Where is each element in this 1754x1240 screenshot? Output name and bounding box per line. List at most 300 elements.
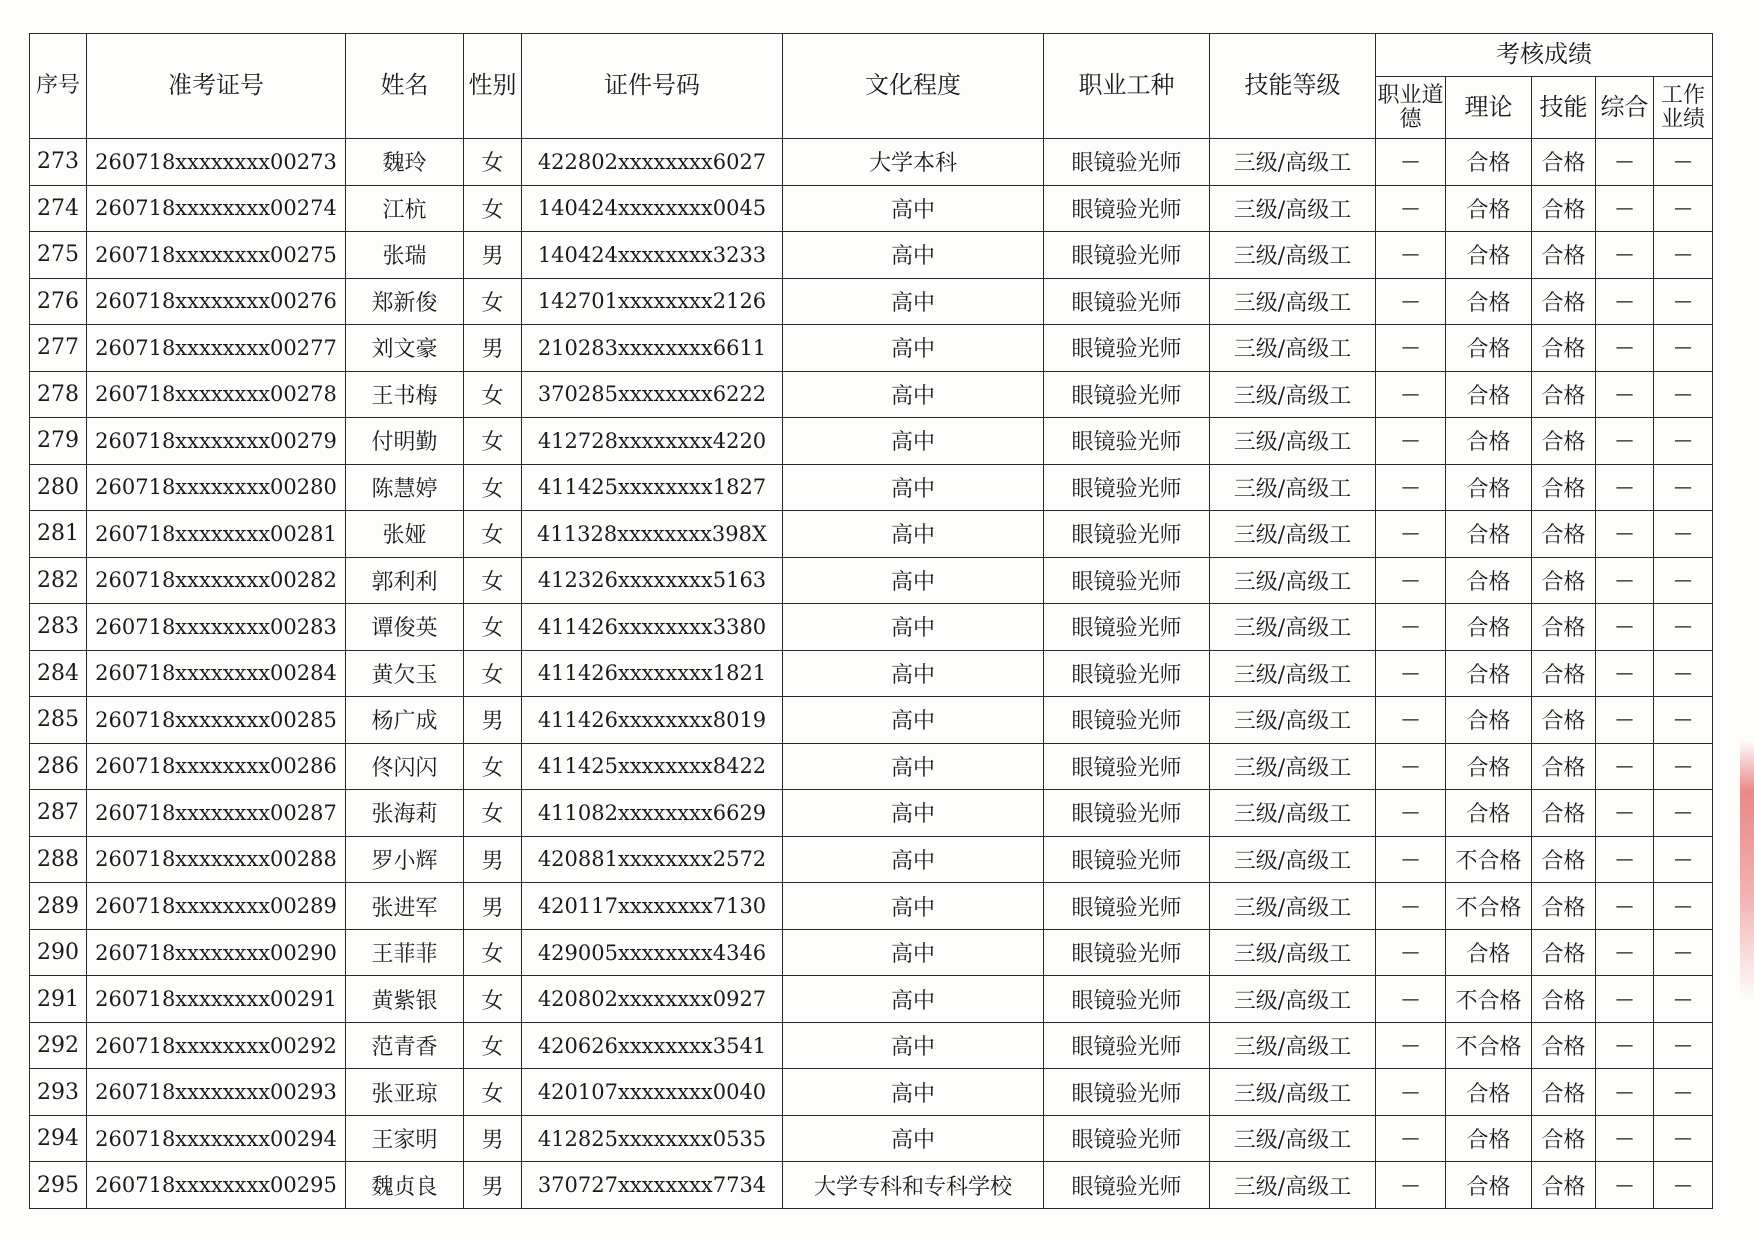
gender-cell: 男 <box>464 1115 522 1162</box>
gender-cell: 女 <box>464 790 522 837</box>
theory-cell: 合格 <box>1446 1162 1532 1209</box>
table-row <box>30 139 1713 186</box>
ethics-cell: — <box>1376 650 1446 697</box>
name-cell: 郑新俊 <box>346 278 464 325</box>
theory-cell: 合格 <box>1446 371 1532 418</box>
skill-cell: 合格 <box>1532 836 1596 883</box>
occupation-cell: 眼镜验光师 <box>1044 976 1210 1023</box>
gender-cell: 男 <box>464 836 522 883</box>
skill-level-cell: 三级/高级工 <box>1210 1022 1376 1069</box>
education-cell: 高中 <box>783 232 1044 279</box>
table-row <box>30 1115 1713 1162</box>
work-performance-cell: — <box>1654 464 1713 511</box>
work-performance-cell: — <box>1654 1022 1713 1069</box>
seq-cell: 288 <box>30 836 87 883</box>
skill-level-cell: 三级/高级工 <box>1210 1115 1376 1162</box>
skill-level-cell: 三级/高级工 <box>1210 557 1376 604</box>
seq-cell: 280 <box>30 464 87 511</box>
occupation-cell: 眼镜验光师 <box>1044 511 1210 558</box>
skill-level-cell: 三级/高级工 <box>1210 604 1376 651</box>
skill-level-cell: 三级/高级工 <box>1210 371 1376 418</box>
skill-cell: 合格 <box>1532 697 1596 744</box>
education-cell: 高中 <box>783 883 1044 930</box>
work-performance-cell: — <box>1654 1162 1713 1209</box>
skill-cell: 合格 <box>1532 464 1596 511</box>
seq-cell: 275 <box>30 232 87 279</box>
seq-cell: 293 <box>30 1069 87 1116</box>
seq-cell: 274 <box>30 185 87 232</box>
skill-level-cell: 三级/高级工 <box>1210 185 1376 232</box>
work-performance-cell: — <box>1654 557 1713 604</box>
ethics-cell: — <box>1376 464 1446 511</box>
gender-cell: 女 <box>464 976 522 1023</box>
education-cell: 高中 <box>783 371 1044 418</box>
table-row <box>30 743 1713 790</box>
occupation-cell: 眼镜验光师 <box>1044 1022 1210 1069</box>
gender-cell: 女 <box>464 278 522 325</box>
education-cell: 高中 <box>783 743 1044 790</box>
seq-cell: 284 <box>30 650 87 697</box>
skill-level-cell: 三级/高级工 <box>1210 139 1376 186</box>
skill-cell: 合格 <box>1532 557 1596 604</box>
table-row <box>30 371 1713 418</box>
skill-cell: 合格 <box>1532 883 1596 930</box>
exam-no-cell: 260718xxxxxxxx00279 <box>87 418 346 465</box>
work-performance-cell: — <box>1654 418 1713 465</box>
overall-cell: — <box>1596 1115 1654 1162</box>
skill-cell: 合格 <box>1532 418 1596 465</box>
overall-cell: — <box>1596 697 1654 744</box>
overall-cell: — <box>1596 557 1654 604</box>
education-cell: 高中 <box>783 650 1044 697</box>
table-row <box>30 1162 1713 1209</box>
id-no-cell: 411426xxxxxxxx3380 <box>522 604 783 651</box>
table-row <box>30 557 1713 604</box>
table-row <box>30 697 1713 744</box>
occupation-cell: 眼镜验光师 <box>1044 557 1210 604</box>
theory-cell: 合格 <box>1446 557 1532 604</box>
occupation-cell: 眼镜验光师 <box>1044 464 1210 511</box>
theory-cell: 合格 <box>1446 464 1532 511</box>
theory-cell: 合格 <box>1446 604 1532 651</box>
id-no-cell: 412326xxxxxxxx5163 <box>522 557 783 604</box>
id-no-cell: 412728xxxxxxxx4220 <box>522 418 783 465</box>
occupation-cell: 眼镜验光师 <box>1044 232 1210 279</box>
id-no-cell: 411082xxxxxxxx6629 <box>522 790 783 837</box>
exam-no-cell: 260718xxxxxxxx00290 <box>87 929 346 976</box>
work-performance-cell: — <box>1654 697 1713 744</box>
gender-cell: 女 <box>464 464 522 511</box>
gender-cell: 男 <box>464 1162 522 1209</box>
skill-cell: 合格 <box>1532 371 1596 418</box>
skill-level-cell: 三级/高级工 <box>1210 1162 1376 1209</box>
exam-no-cell: 260718xxxxxxxx00284 <box>87 650 346 697</box>
skill-cell: 合格 <box>1532 650 1596 697</box>
red-seal-stamp-edge <box>1740 740 1754 1000</box>
gender-cell: 女 <box>464 1022 522 1069</box>
exam-no-cell: 260718xxxxxxxx00291 <box>87 976 346 1023</box>
gender-cell: 女 <box>464 743 522 790</box>
occupation-cell: 眼镜验光师 <box>1044 371 1210 418</box>
overall-cell: — <box>1596 139 1654 186</box>
name-cell: 陈慧婷 <box>346 464 464 511</box>
seq-cell: 287 <box>30 790 87 837</box>
exam-no-cell: 260718xxxxxxxx00276 <box>87 278 346 325</box>
occupation-cell: 眼镜验光师 <box>1044 1162 1210 1209</box>
header-theory: 理论 <box>1446 77 1532 139</box>
exam-no-cell: 260718xxxxxxxx00293 <box>87 1069 346 1116</box>
skill-level-cell: 三级/高级工 <box>1210 278 1376 325</box>
education-cell: 高中 <box>783 604 1044 651</box>
occupation-cell: 眼镜验光师 <box>1044 650 1210 697</box>
name-cell: 张进军 <box>346 883 464 930</box>
name-cell: 魏玲 <box>346 139 464 186</box>
table-row <box>30 464 1713 511</box>
header-work-performance: 工作业绩 <box>1654 77 1713 139</box>
ethics-cell: — <box>1376 185 1446 232</box>
skill-level-cell: 三级/高级工 <box>1210 650 1376 697</box>
table-row <box>30 185 1713 232</box>
work-performance-cell: — <box>1654 371 1713 418</box>
name-cell: 黄欠玉 <box>346 650 464 697</box>
table-row <box>30 1069 1713 1116</box>
seq-cell: 292 <box>30 1022 87 1069</box>
theory-cell: 不合格 <box>1446 976 1532 1023</box>
gender-cell: 女 <box>464 1069 522 1116</box>
ethics-cell: — <box>1376 743 1446 790</box>
seq-cell: 278 <box>30 371 87 418</box>
id-no-cell: 429005xxxxxxxx4346 <box>522 929 783 976</box>
table-row <box>30 278 1713 325</box>
header-occupation: 职业工种 <box>1044 34 1210 139</box>
theory-cell: 合格 <box>1446 650 1532 697</box>
gender-cell: 女 <box>464 557 522 604</box>
occupation-cell: 眼镜验光师 <box>1044 1115 1210 1162</box>
header-skill-level: 技能等级 <box>1210 34 1376 139</box>
seq-cell: 285 <box>30 697 87 744</box>
table-row <box>30 929 1713 976</box>
theory-cell: 合格 <box>1446 325 1532 372</box>
seq-cell: 281 <box>30 511 87 558</box>
occupation-cell: 眼镜验光师 <box>1044 1069 1210 1116</box>
name-cell: 杨广成 <box>346 697 464 744</box>
skill-cell: 合格 <box>1532 929 1596 976</box>
ethics-cell: — <box>1376 976 1446 1023</box>
overall-cell: — <box>1596 929 1654 976</box>
overall-cell: — <box>1596 1022 1654 1069</box>
table-body <box>30 139 1713 1209</box>
theory-cell: 合格 <box>1446 929 1532 976</box>
theory-cell: 合格 <box>1446 185 1532 232</box>
occupation-cell: 眼镜验光师 <box>1044 836 1210 883</box>
table-row <box>30 604 1713 651</box>
occupation-cell: 眼镜验光师 <box>1044 139 1210 186</box>
education-cell: 高中 <box>783 1115 1044 1162</box>
skill-level-cell: 三级/高级工 <box>1210 464 1376 511</box>
ethics-cell: — <box>1376 929 1446 976</box>
skill-level-cell: 三级/高级工 <box>1210 929 1376 976</box>
overall-cell: — <box>1596 790 1654 837</box>
exam-no-cell: 260718xxxxxxxx00289 <box>87 883 346 930</box>
table-row <box>30 976 1713 1023</box>
overall-cell: — <box>1596 836 1654 883</box>
name-cell: 王家明 <box>346 1115 464 1162</box>
id-no-cell: 142701xxxxxxxx2126 <box>522 278 783 325</box>
skill-level-cell: 三级/高级工 <box>1210 232 1376 279</box>
occupation-cell: 眼镜验光师 <box>1044 604 1210 651</box>
exam-no-cell: 260718xxxxxxxx00294 <box>87 1115 346 1162</box>
results-table <box>29 33 1713 1209</box>
education-cell: 高中 <box>783 1069 1044 1116</box>
overall-cell: — <box>1596 1162 1654 1209</box>
overall-cell: — <box>1596 418 1654 465</box>
gender-cell: 女 <box>464 604 522 651</box>
work-performance-cell: — <box>1654 278 1713 325</box>
skill-cell: 合格 <box>1532 232 1596 279</box>
overall-cell: — <box>1596 883 1654 930</box>
occupation-cell: 眼镜验光师 <box>1044 929 1210 976</box>
id-no-cell: 420107xxxxxxxx0040 <box>522 1069 783 1116</box>
education-cell: 高中 <box>783 929 1044 976</box>
theory-cell: 合格 <box>1446 697 1532 744</box>
skill-level-cell: 三级/高级工 <box>1210 836 1376 883</box>
education-cell: 高中 <box>783 790 1044 837</box>
exam-no-cell: 260718xxxxxxxx00281 <box>87 511 346 558</box>
skill-level-cell: 三级/高级工 <box>1210 1069 1376 1116</box>
ethics-cell: — <box>1376 1162 1446 1209</box>
seq-cell: 282 <box>30 557 87 604</box>
skill-cell: 合格 <box>1532 278 1596 325</box>
seq-cell: 291 <box>30 976 87 1023</box>
ethics-cell: — <box>1376 790 1446 837</box>
gender-cell: 男 <box>464 232 522 279</box>
overall-cell: — <box>1596 743 1654 790</box>
id-no-cell: 412825xxxxxxxx0535 <box>522 1115 783 1162</box>
table-row <box>30 883 1713 930</box>
overall-cell: — <box>1596 232 1654 279</box>
education-cell: 大学专科和专科学校 <box>783 1162 1044 1209</box>
education-cell: 高中 <box>783 185 1044 232</box>
work-performance-cell: — <box>1654 325 1713 372</box>
skill-level-cell: 三级/高级工 <box>1210 743 1376 790</box>
education-cell: 高中 <box>783 836 1044 883</box>
exam-no-cell: 260718xxxxxxxx00292 <box>87 1022 346 1069</box>
occupation-cell: 眼镜验光师 <box>1044 790 1210 837</box>
skill-level-cell: 三级/高级工 <box>1210 418 1376 465</box>
theory-cell: 合格 <box>1446 418 1532 465</box>
table-row <box>30 511 1713 558</box>
occupation-cell: 眼镜验光师 <box>1044 278 1210 325</box>
education-cell: 大学本科 <box>783 139 1044 186</box>
gender-cell: 女 <box>464 185 522 232</box>
education-cell: 高中 <box>783 418 1044 465</box>
work-performance-cell: — <box>1654 1069 1713 1116</box>
exam-no-cell: 260718xxxxxxxx00274 <box>87 185 346 232</box>
name-cell: 江杭 <box>346 185 464 232</box>
exam-no-cell: 260718xxxxxxxx00280 <box>87 464 346 511</box>
seq-cell: 273 <box>30 139 87 186</box>
work-performance-cell: — <box>1654 232 1713 279</box>
theory-cell: 不合格 <box>1446 1022 1532 1069</box>
header-id-no: 证件号码 <box>522 34 783 139</box>
theory-cell: 不合格 <box>1446 836 1532 883</box>
work-performance-cell: — <box>1654 883 1713 930</box>
name-cell: 张海莉 <box>346 790 464 837</box>
id-no-cell: 370285xxxxxxxx6222 <box>522 371 783 418</box>
ethics-cell: — <box>1376 278 1446 325</box>
gender-cell: 男 <box>464 325 522 372</box>
header-seq: 序号 <box>30 34 87 139</box>
education-cell: 高中 <box>783 511 1044 558</box>
gender-cell: 女 <box>464 650 522 697</box>
name-cell: 张娅 <box>346 511 464 558</box>
skill-level-cell: 三级/高级工 <box>1210 976 1376 1023</box>
overall-cell: — <box>1596 185 1654 232</box>
id-no-cell: 411425xxxxxxxx1827 <box>522 464 783 511</box>
name-cell: 黄紫银 <box>346 976 464 1023</box>
skill-cell: 合格 <box>1532 139 1596 186</box>
theory-cell: 不合格 <box>1446 883 1532 930</box>
table-row <box>30 325 1713 372</box>
education-cell: 高中 <box>783 325 1044 372</box>
seq-cell: 295 <box>30 1162 87 1209</box>
header-skill: 技能 <box>1532 77 1596 139</box>
ethics-cell: — <box>1376 604 1446 651</box>
education-cell: 高中 <box>783 278 1044 325</box>
ethics-cell: — <box>1376 371 1446 418</box>
id-no-cell: 411425xxxxxxxx8422 <box>522 743 783 790</box>
exam-no-cell: 260718xxxxxxxx00283 <box>87 604 346 651</box>
skill-cell: 合格 <box>1532 325 1596 372</box>
overall-cell: — <box>1596 325 1654 372</box>
overall-cell: — <box>1596 278 1654 325</box>
work-performance-cell: — <box>1654 185 1713 232</box>
occupation-cell: 眼镜验光师 <box>1044 418 1210 465</box>
exam-no-cell: 260718xxxxxxxx00295 <box>87 1162 346 1209</box>
table-row <box>30 790 1713 837</box>
header-ethics: 职业道德 <box>1376 77 1446 139</box>
id-no-cell: 370727xxxxxxxx7734 <box>522 1162 783 1209</box>
id-no-cell: 210283xxxxxxxx6611 <box>522 325 783 372</box>
table-row <box>30 650 1713 697</box>
seq-cell: 286 <box>30 743 87 790</box>
header-name: 姓名 <box>346 34 464 139</box>
work-performance-cell: — <box>1654 976 1713 1023</box>
ethics-cell: — <box>1376 232 1446 279</box>
ethics-cell: — <box>1376 557 1446 604</box>
occupation-cell: 眼镜验光师 <box>1044 883 1210 930</box>
gender-cell: 男 <box>464 883 522 930</box>
overall-cell: — <box>1596 371 1654 418</box>
table-row <box>30 418 1713 465</box>
exam-no-cell: 260718xxxxxxxx00277 <box>87 325 346 372</box>
education-cell: 高中 <box>783 1022 1044 1069</box>
work-performance-cell: — <box>1654 790 1713 837</box>
skill-level-cell: 三级/高级工 <box>1210 697 1376 744</box>
seq-cell: 279 <box>30 418 87 465</box>
work-performance-cell: — <box>1654 836 1713 883</box>
overall-cell: — <box>1596 976 1654 1023</box>
seq-cell: 290 <box>30 929 87 976</box>
education-cell: 高中 <box>783 697 1044 744</box>
gender-cell: 女 <box>464 139 522 186</box>
seq-cell: 294 <box>30 1115 87 1162</box>
id-no-cell: 420881xxxxxxxx2572 <box>522 836 783 883</box>
skill-cell: 合格 <box>1532 1115 1596 1162</box>
theory-cell: 合格 <box>1446 232 1532 279</box>
name-cell: 范青香 <box>346 1022 464 1069</box>
exam-no-cell: 260718xxxxxxxx00282 <box>87 557 346 604</box>
name-cell: 罗小辉 <box>346 836 464 883</box>
theory-cell: 合格 <box>1446 743 1532 790</box>
work-performance-cell: — <box>1654 604 1713 651</box>
gender-cell: 女 <box>464 371 522 418</box>
theory-cell: 合格 <box>1446 1069 1532 1116</box>
ethics-cell: — <box>1376 836 1446 883</box>
seq-cell: 277 <box>30 325 87 372</box>
ethics-cell: — <box>1376 697 1446 744</box>
skill-cell: 合格 <box>1532 790 1596 837</box>
name-cell: 郭利利 <box>346 557 464 604</box>
table-row <box>30 1022 1713 1069</box>
overall-cell: — <box>1596 464 1654 511</box>
id-no-cell: 422802xxxxxxxx6027 <box>522 139 783 186</box>
overall-cell: — <box>1596 511 1654 558</box>
name-cell: 张亚琼 <box>346 1069 464 1116</box>
occupation-cell: 眼镜验光师 <box>1044 743 1210 790</box>
id-no-cell: 420802xxxxxxxx0927 <box>522 976 783 1023</box>
skill-cell: 合格 <box>1532 604 1596 651</box>
skill-cell: 合格 <box>1532 976 1596 1023</box>
skill-level-cell: 三级/高级工 <box>1210 883 1376 930</box>
name-cell: 刘文豪 <box>346 325 464 372</box>
occupation-cell: 眼镜验光师 <box>1044 697 1210 744</box>
header-exam-no: 准考证号 <box>87 34 346 139</box>
theory-cell: 合格 <box>1446 139 1532 186</box>
id-no-cell: 411328xxxxxxxx398X <box>522 511 783 558</box>
work-performance-cell: — <box>1654 743 1713 790</box>
occupation-cell: 眼镜验光师 <box>1044 185 1210 232</box>
ethics-cell: — <box>1376 1022 1446 1069</box>
overall-cell: — <box>1596 1069 1654 1116</box>
ethics-cell: — <box>1376 418 1446 465</box>
work-performance-cell: — <box>1654 511 1713 558</box>
work-performance-cell: — <box>1654 650 1713 697</box>
header-education: 文化程度 <box>783 34 1044 139</box>
education-cell: 高中 <box>783 464 1044 511</box>
skill-cell: 合格 <box>1532 743 1596 790</box>
skill-cell: 合格 <box>1532 1162 1596 1209</box>
skill-level-cell: 三级/高级工 <box>1210 325 1376 372</box>
seq-cell: 276 <box>30 278 87 325</box>
name-cell: 王书梅 <box>346 371 464 418</box>
name-cell: 张瑞 <box>346 232 464 279</box>
exam-no-cell: 260718xxxxxxxx00285 <box>87 697 346 744</box>
skill-cell: 合格 <box>1532 511 1596 558</box>
id-no-cell: 420117xxxxxxxx7130 <box>522 883 783 930</box>
overall-cell: — <box>1596 650 1654 697</box>
id-no-cell: 420626xxxxxxxx3541 <box>522 1022 783 1069</box>
occupation-cell: 眼镜验光师 <box>1044 325 1210 372</box>
education-cell: 高中 <box>783 557 1044 604</box>
education-cell: 高中 <box>783 976 1044 1023</box>
skill-level-cell: 三级/高级工 <box>1210 790 1376 837</box>
name-cell: 付明勤 <box>346 418 464 465</box>
exam-no-cell: 260718xxxxxxxx00278 <box>87 371 346 418</box>
skill-cell: 合格 <box>1532 1022 1596 1069</box>
gender-cell: 女 <box>464 929 522 976</box>
table-row <box>30 836 1713 883</box>
